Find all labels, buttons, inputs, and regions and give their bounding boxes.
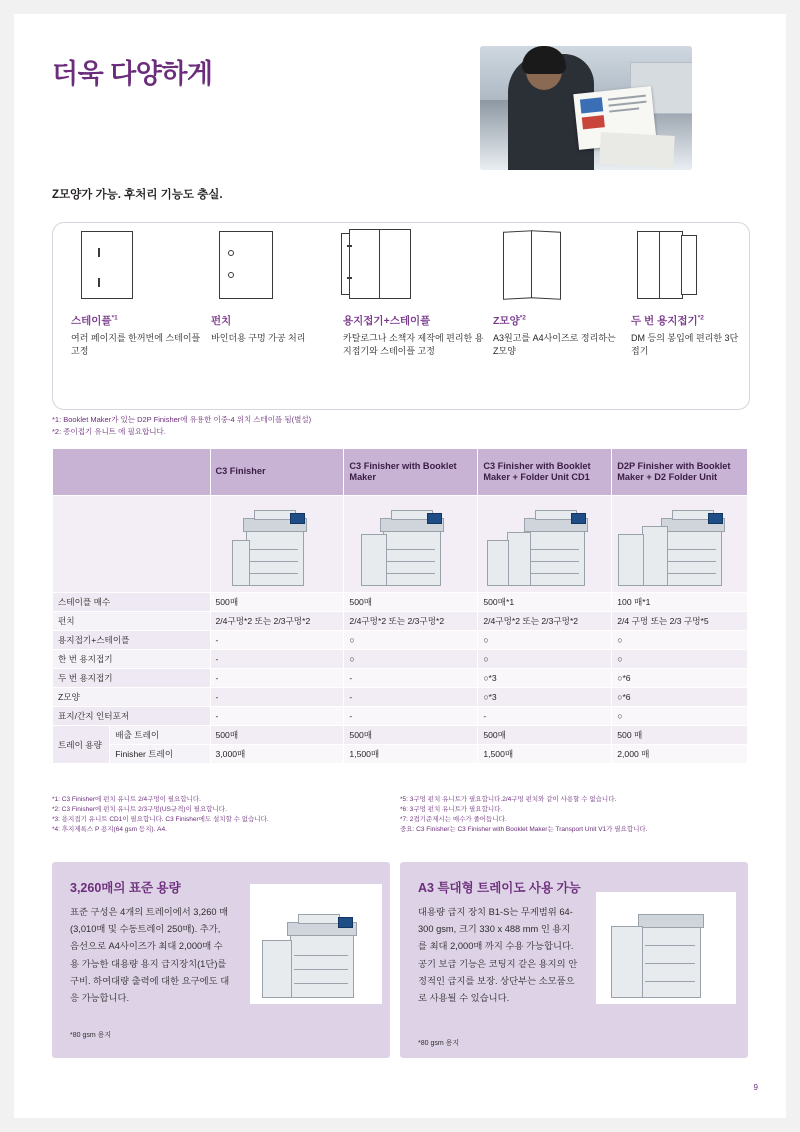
punch-hole (228, 250, 234, 256)
z-fold-icon (493, 223, 623, 313)
promo-footnote: *80 gsm 용지 (418, 1040, 460, 1047)
printout-line (609, 107, 639, 112)
table-row (53, 745, 748, 764)
staple-mark (98, 248, 100, 257)
row-cell: 500매*1 (478, 593, 612, 612)
printer-image-d2p-booklet-folder (612, 496, 748, 593)
page-edge-right (786, 0, 800, 1132)
feature-desc: 카탈로그나 소책자 제작에 편리한 용지접기와 스테이플 고정 (343, 333, 484, 357)
table-row (53, 612, 748, 631)
feature-double-fold (631, 223, 741, 358)
fold-and-staple-icon (343, 223, 491, 313)
promo-box-capacity (52, 862, 390, 1058)
feature-fold-staple (343, 223, 491, 358)
row-cell: ○*6 (612, 669, 748, 688)
table-footnote: 중요: C3 Finisher는 C3 Finisher with Booklet Maker는 Transport Unit V1가 필요합니다. (400, 826, 648, 834)
row-cell: 500매 (210, 593, 344, 612)
row-cell: ○*6 (612, 688, 748, 707)
staple-mark (98, 278, 100, 287)
row-cell: 2/4 구멍 또는 2/3 구멍*5 (612, 612, 748, 631)
staple-mark (347, 277, 352, 279)
row-cell: - (344, 707, 478, 726)
row-cell: 2/4구멍*2 또는 2/3구멍*2 (210, 612, 344, 631)
panel-footnote: *1: Booklet Maker가 있는 D2P Finisher에 유용한 이중-4 위치 스테이플 됨(별설) (52, 415, 312, 424)
hero-photo (480, 46, 692, 170)
printer-image-c3-booklet (344, 496, 478, 593)
table-row (53, 669, 748, 688)
promo-body: 대용량 급지 장치 B1-S는 무게범위 64-300 gsm, 크기 330 x 488 mm 인 용지를 최대 2,000매 까지 수용 가능합니다. 공기 보급 기능은 코팅지 같은 용지의 안정적인 급지를 보장. 상단부는 소모품으로 사용될 수 있습니다. (418, 907, 578, 1003)
feature-title-sup: *1 (111, 314, 118, 322)
table-row (53, 593, 748, 612)
punch-hole (228, 272, 234, 278)
row-cell: ○ (612, 631, 748, 650)
row-cell: 2/4구멍*2 또는 2/3구멍*2 (344, 612, 478, 631)
row-label-group: 트레이 용량 (53, 726, 110, 764)
promo-body: 표준 구성은 4개의 트레이에서 3,260 매 (3,010매 및 수동트레이 250매). 추가, 음선으로 A4사이즈가 최대 2,000매 수용 가능한 대용량 용지 급지장치(1단)를 구비. 하여대량 출력에 대한 요구에도 대응 가능합니다. (70, 907, 230, 1003)
table-row (53, 631, 748, 650)
row-cell: ○ (344, 650, 478, 669)
table-row (53, 726, 748, 745)
row-cell: 500매 (210, 726, 344, 745)
table-footnote: *7: 2겹기준제시는 매수가 줄어듭니다. (400, 816, 507, 824)
row-cell: - (344, 688, 478, 707)
printer-image-c3-booklet-folder (478, 496, 612, 593)
promo-footnote: *80 gsm 용지 (70, 1032, 112, 1039)
table-col-header: C3 Finisher (210, 449, 344, 496)
section-subtitle: Z모양가 가능. 후처리 기능도 충실. (52, 189, 223, 201)
table-col-header: C3 Finisher with Booklet Maker + Folder Unit CD1 (478, 449, 612, 496)
row-cell: - (210, 650, 344, 669)
page-edge-left (0, 0, 14, 1132)
panel-footnotes (52, 414, 752, 439)
table-footnote: *6: 3구멍 펀치 유니트가 필요합니다. (400, 806, 503, 814)
row-cell: 500매 (344, 593, 478, 612)
row-cell: - (210, 631, 344, 650)
row-label: 스테이플 매수 (53, 593, 211, 612)
feature-title-sup: *2 (519, 314, 526, 322)
row-cell: ○*3 (478, 669, 612, 688)
finishing-options-panel (52, 222, 750, 410)
feature-staple (71, 223, 201, 358)
feature-desc: 여러 페이지를 한꺼번에 스테이플 고정 (71, 333, 201, 357)
punched-sheet-icon (211, 223, 341, 313)
finisher-comparison-table (52, 448, 748, 764)
feature-punch (211, 223, 341, 345)
table-row (53, 650, 748, 669)
promo-title: A3 특대형 트레이도 사용 가능 (418, 881, 581, 895)
multifunction-printer-photo (250, 884, 382, 1004)
table-col-header: D2P Finisher with Booklet Maker + D2 Folder Unit (612, 449, 748, 496)
row-cell: ○ (344, 631, 478, 650)
table-header-row (53, 449, 748, 496)
row-cell: ○*3 (478, 688, 612, 707)
table-footnote: *2: C3 Finisher에 펀치 유니트 2/3구멍(US규격)이 필요합니다. (52, 806, 227, 814)
row-label: 표지/간지 인터포저 (53, 707, 211, 726)
row-cell: 2/4구멍*2 또는 2/3구멍*2 (478, 612, 612, 631)
row-cell: - (210, 688, 344, 707)
panel-footnote: *2: 종이접기 유니트 에 필요합니다. (52, 427, 166, 437)
row-label: 용지접기+스테이플 (53, 631, 211, 650)
row-cell: - (478, 707, 612, 726)
row-cell: ○ (612, 707, 748, 726)
row-label: Z모양 (53, 688, 211, 707)
table-footnote: *1: C3 Finisher에 펀치 유니트 2/4구멍이 필요합니다. (52, 796, 201, 803)
feature-title-sup: *2 (697, 314, 704, 322)
table-col-header: C3 Finisher with Booklet Maker (344, 449, 478, 496)
row-cell: ○ (478, 631, 612, 650)
row-cell: 500매 (344, 726, 478, 745)
hero-printout-secondary (599, 132, 675, 168)
table-col-header (53, 449, 211, 496)
row-sublabel: Finisher 트레이 (110, 745, 210, 764)
printout-line (608, 95, 646, 101)
double-fold-icon (631, 223, 741, 313)
row-label: 한 번 용지접기 (53, 650, 211, 669)
page-title: 더욱 다양하게 (52, 59, 213, 89)
feature-title: 두 번 용지접기 (631, 315, 698, 327)
page-edge-bottom (0, 1118, 800, 1132)
feature-title: 용지접기+스테이플 (343, 315, 431, 327)
printout-line (609, 101, 647, 107)
staple-mark (347, 245, 352, 247)
row-cell: ○ (478, 650, 612, 669)
printer-image-c3-finisher (210, 496, 344, 593)
row-sublabel: 배출 트레이 (110, 726, 210, 745)
row-cell: 3,000매 (210, 745, 344, 764)
row-label: 펀치 (53, 612, 211, 631)
feature-title: 스테이플 (71, 315, 112, 327)
table-image-cell-empty (53, 496, 211, 593)
row-cell: 1,500매 (478, 745, 612, 764)
feature-desc: DM 등의 봉입에 편리한 3단 접기 (631, 333, 739, 357)
row-label: 두 번 용지접기 (53, 669, 211, 688)
table-footnotes-left (52, 795, 392, 835)
page-edge-top (0, 0, 800, 14)
stapled-booklet-icon (71, 223, 201, 313)
table-row (53, 688, 748, 707)
printout-swatch-blue (580, 97, 603, 113)
row-cell: - (210, 707, 344, 726)
promo-title: 3,260매의 표준 용량 (70, 881, 181, 895)
row-cell: 2,000 매 (612, 745, 748, 764)
table-row (53, 707, 748, 726)
row-cell: - (344, 669, 478, 688)
row-cell: 500 매 (612, 726, 748, 745)
high-capacity-feeder-photo (596, 892, 736, 1004)
feature-title: Z모양 (493, 315, 520, 327)
feature-z-fold (493, 223, 623, 358)
table-footnotes-right (400, 795, 750, 835)
table-footnote: *3: 용지접기 유니트 CD1이 필요합니다. C3 Finisher에도 설치할 수 없습니다. (52, 816, 269, 824)
feature-desc: 바인더용 구멍 가공 처리 (211, 333, 306, 343)
table-footnote: *5: 3구멍 펀치 유니트가 필요합니다.2/4구멍 펀치와 같이 사용할 수 없습니다. (400, 796, 617, 803)
table-image-row (53, 496, 748, 593)
row-cell: ○ (612, 650, 748, 669)
row-cell: - (210, 669, 344, 688)
promo-box-a3-tray (400, 862, 748, 1058)
feature-title: 펀치 (211, 315, 232, 327)
row-cell: 100 매*1 (612, 593, 748, 612)
table-footnote: *4: 후지제록스 P 용지(64 gsm 등지). A4. (52, 826, 167, 834)
row-cell: 500매 (478, 726, 612, 745)
row-cell: 1,500매 (344, 745, 478, 764)
page-number: 9 (753, 1083, 758, 1092)
printout-swatch-red (582, 115, 605, 129)
feature-desc: A3원고를 A4사이즈로 정리하는 Z모양 (493, 333, 616, 357)
